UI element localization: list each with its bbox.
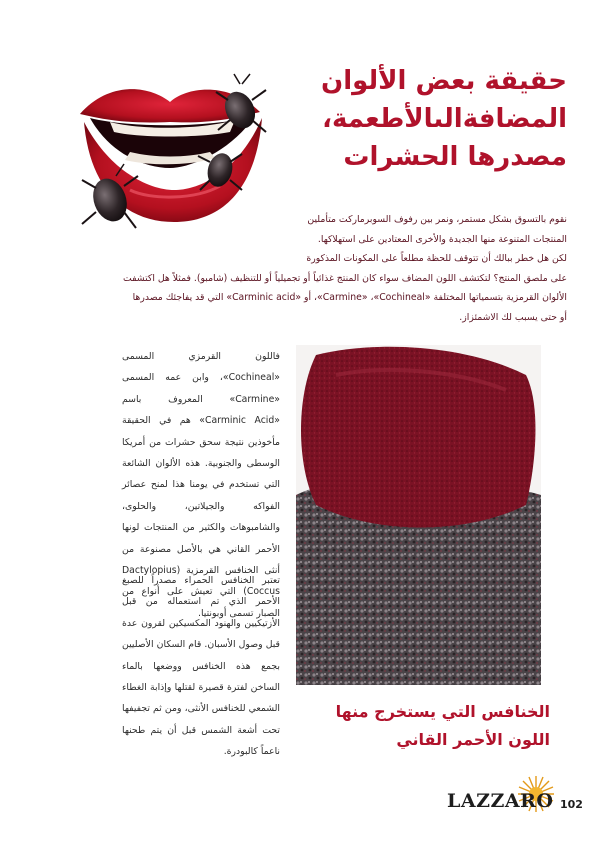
brand-logo: LAZZARO [447, 790, 554, 812]
cochineal-photo [296, 345, 541, 685]
caption-line-1: الخنافس التي يستخرج منها [335, 702, 550, 721]
intro-line-3: لكن هل خطر ببالك أن تتوقف للحظة مطلعاً على المكونات المذكورة [306, 253, 567, 265]
body-paragraph-2: تعتبر الخنافس الحمراء مصدراً للصبغ الأحمر الذي تم استعماله من قبل الأزتيكيين والهنود المكسيكين لقرون عدة قبل وصول الأسبان. قام السكان الأصليين بجمع هذه الخنافس ووضعها بالماء الساخن لفترة قصيرة لقتلها وإذابة الغطاء الشمعي للخنافس الأنثى، ومن ثم تجفيفها تحت أشعة الشمس قبل أن يتم طحنها ناعماً كالبودرة. [122, 575, 280, 758]
title-line-1: حقيقة بعض الألوان [321, 66, 567, 96]
intro-line-1: نقوم بالتسوق بشكل مستمر، ونمر بين رفوف السوبرماركت متأملين [307, 214, 567, 225]
intro-line-5: الألوان القرمزية بتسمياتها المختلفة «Carmine» ،«Cochineal»، أو «Carminic acid» التي قد يفاجئك مصدرها [132, 292, 567, 304]
body-paragraph-1: فاللون القرمزي المسمى «Cochineal»، وابن عمه المسمى «Carmine» المعروف باسم «Carminic Acid» هم في الحقيقة مأخوذين نتيجة سحق حشرات من أمريكا الوسطى والجنوبية. هذه الألوان الشائعة التي تستخدم في يومنا هذا لمنح عصائر الفواكه والجيلاتين، والحلوى، والشامبوهات والكثير من المنتجات لونها الأحمر القاني هي بالأصل مصنوعة من أنثى الخنافس القرمزية (Dactylopius Coccus) التي تعيش على أنواع من الصبار تسمى أوبونتيا. [122, 351, 280, 619]
title-line-2: المضافةالىالأطعمة، [322, 104, 567, 134]
caption-line-2: اللون الأحمر القاني [396, 730, 550, 749]
page-number: 102 [560, 798, 583, 811]
intro-line-2: المنتجات المتنوعة منها الجديدة والأخرى المعتادين على استهلاكها. [317, 233, 567, 245]
intro-paragraph [62, 210, 567, 328]
title-line-3: مصدرها الحشرات [343, 142, 567, 172]
intro-line-4: على ملصق المنتج؟ لتكتشف اللون المضاف سواء كان المنتج غذائياً أو تجميلياً أو للتنظيف (شامبو). فمثلاً هل اكتشفت [122, 272, 567, 284]
article-title [267, 62, 567, 176]
photo-caption [300, 698, 550, 754]
intro-line-6: أو حتى يسبب لك الاشمئزاز. [459, 311, 567, 323]
